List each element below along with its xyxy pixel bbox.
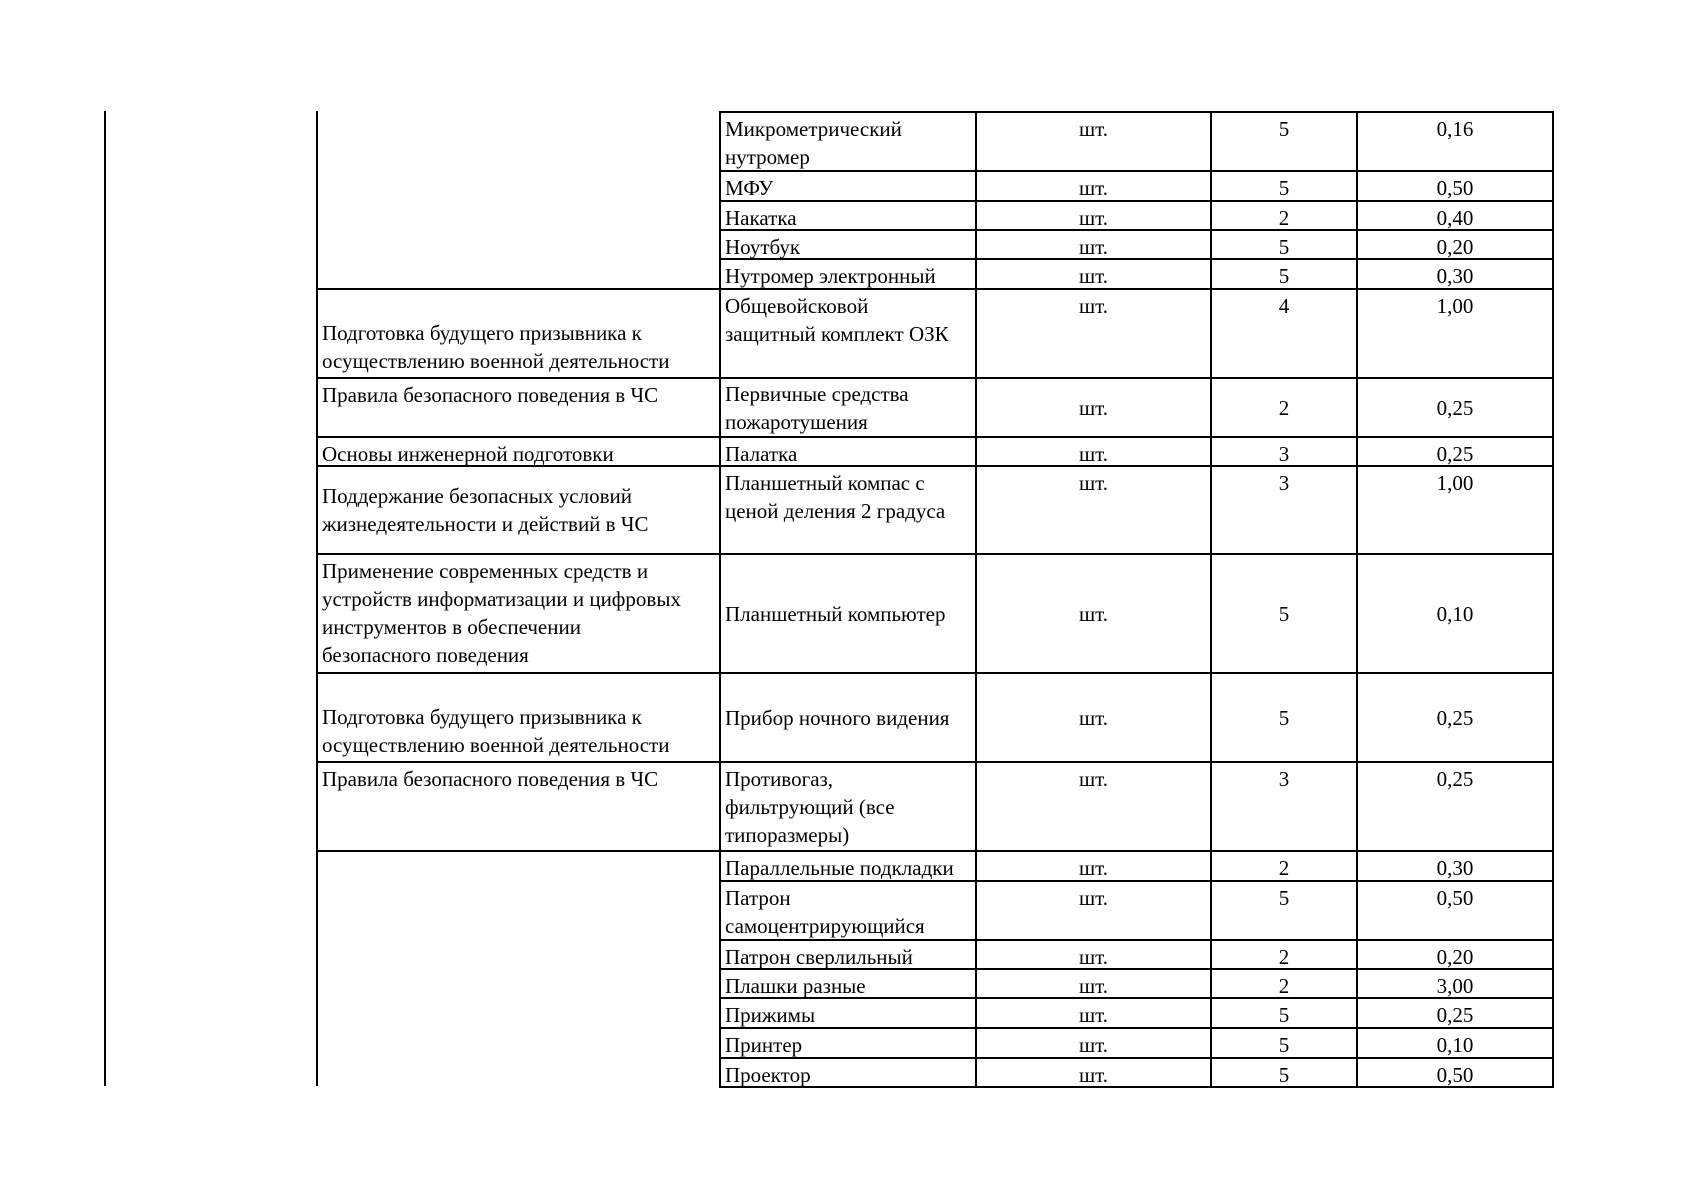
topic-cell: [318, 113, 719, 288]
item-name-cell: Противогаз, фильтрующий (все типоразмеры): [725, 767, 895, 847]
item-name-cell: Первичные средства пожаротушения: [725, 382, 909, 434]
topic-cell: Поддержание безопасных условий жизнедеятельности и действий в ЧС: [322, 484, 649, 536]
topic-cell: Правила безопасного поведения в ЧС: [322, 767, 659, 791]
item-unit-cell: шт.: [1078, 945, 1109, 968]
item-norm-cell: 0,25: [1436, 1003, 1474, 1027]
item-norm-cell: 0,30: [1436, 856, 1474, 880]
item-unit-cell: шт.: [1078, 396, 1109, 420]
item-unit-cell: шт.: [1078, 1003, 1109, 1027]
item-norm-cell: 0,20: [1436, 945, 1474, 968]
item-name-cell: Прижимы: [725, 1003, 816, 1027]
item-norm-cell: 0,30: [1436, 264, 1474, 288]
item-quantity-cell: 4: [1278, 294, 1290, 318]
item-norm-cell: 0,40: [1436, 206, 1474, 229]
item-norm-cell: 0,50: [1436, 176, 1474, 200]
item-name-cell: Принтер: [725, 1033, 803, 1057]
item-name-cell: Ноутбук: [725, 235, 801, 258]
item-quantity-cell: 2: [1278, 974, 1290, 997]
item-norm-cell: 0,10: [1436, 1033, 1474, 1057]
item-norm-cell: 0,50: [1436, 886, 1474, 910]
item-name-cell: Параллельные подкладки: [725, 856, 954, 880]
item-norm-cell: 0,25: [1436, 396, 1474, 420]
item-quantity-cell: 5: [1278, 1003, 1290, 1027]
item-norm-cell: 0,25: [1436, 767, 1474, 791]
item-quantity-cell: 5: [1278, 602, 1290, 626]
item-norm-cell: 1,00: [1436, 294, 1474, 318]
item-name-cell: МФУ: [725, 176, 774, 200]
item-name-cell: Накатка: [725, 206, 797, 229]
item-unit-cell: шт.: [1078, 176, 1109, 200]
item-quantity-cell: 5: [1278, 235, 1290, 258]
item-unit-cell: шт.: [1078, 294, 1109, 318]
item-unit-cell: шт.: [1078, 706, 1109, 730]
item-norm-cell: 1,00: [1436, 471, 1474, 495]
item-unit-cell: шт.: [1078, 1033, 1109, 1057]
item-quantity-cell: 2: [1278, 856, 1290, 880]
item-quantity-cell: 3: [1278, 442, 1290, 465]
item-norm-cell: 0,25: [1436, 442, 1474, 465]
item-quantity-cell: 3: [1278, 471, 1290, 495]
item-unit-cell: шт.: [1078, 974, 1109, 997]
item-unit-cell: шт.: [1078, 264, 1109, 288]
topic-cell: Подготовка будущего призывника к осуществлению военной деятельности: [322, 705, 670, 757]
item-quantity-cell: 2: [1278, 945, 1290, 968]
item-quantity-cell: 5: [1278, 1033, 1290, 1057]
item-name-cell: Микрометрический нутромер: [725, 117, 902, 169]
item-quantity-cell: 5: [1278, 706, 1290, 730]
item-name-cell: Планшетный компьютер: [725, 602, 946, 626]
item-quantity-cell: 5: [1278, 176, 1290, 200]
item-unit-cell: шт.: [1078, 206, 1109, 229]
item-unit-cell: шт.: [1078, 856, 1109, 880]
item-quantity-cell: 2: [1278, 206, 1290, 229]
topic-cell: Подготовка будущего призывника к осуществлению военной деятельности: [322, 321, 670, 373]
item-quantity-cell: 5: [1278, 264, 1290, 288]
item-norm-cell: 0,10: [1436, 602, 1474, 626]
item-unit-cell: шт.: [1078, 235, 1109, 258]
item-unit-cell: шт.: [1078, 471, 1109, 495]
item-name-cell: Общевойсковой защитный комплект ОЗК: [725, 294, 949, 346]
topic-cell: [318, 852, 719, 1086]
topic-cell: Основы инженерной подготовки: [322, 442, 614, 465]
item-name-cell: Патрон самоцентрирующийся: [725, 886, 925, 938]
item-norm-cell: 0,16: [1436, 117, 1474, 141]
item-norm-cell: 0,25: [1436, 706, 1474, 730]
item-quantity-cell: 5: [1278, 1063, 1290, 1086]
item-quantity-cell: 5: [1278, 117, 1290, 141]
item-norm-cell: 0,50: [1436, 1063, 1474, 1086]
item-unit-cell: шт.: [1078, 602, 1109, 626]
item-name-cell: Патрон сверлильный: [725, 945, 913, 968]
item-name-cell: Планшетный компас с ценой деления 2 градуса: [725, 471, 946, 523]
item-quantity-cell: 3: [1278, 767, 1290, 791]
item-name-cell: Прибор ночного видения: [725, 706, 950, 730]
item-name-cell: Проектор: [725, 1063, 811, 1086]
item-unit-cell: шт.: [1078, 767, 1109, 791]
item-unit-cell: шт.: [1078, 886, 1109, 910]
topic-cell: Правила безопасного поведения в ЧС: [322, 383, 659, 407]
item-name-cell: Нутромер электронный: [725, 264, 936, 288]
item-norm-cell: 3,00: [1436, 974, 1474, 997]
item-quantity-cell: 2: [1278, 396, 1290, 420]
left-border-line: [104, 111, 106, 1086]
item-norm-cell: 0,20: [1436, 235, 1474, 258]
item-name-cell: Палатка: [725, 442, 798, 465]
item-quantity-cell: 5: [1278, 886, 1290, 910]
item-unit-cell: шт.: [1078, 117, 1109, 141]
item-unit-cell: шт.: [1078, 442, 1109, 465]
item-unit-cell: шт.: [1078, 1063, 1109, 1086]
item-name-cell: Плашки разные: [725, 974, 866, 997]
topic-cell: Применение современных средств и устройств информатизации и цифровых инструментов в обеспечении безопасного поведения: [322, 559, 681, 667]
row-line: [719, 1086, 1554, 1088]
